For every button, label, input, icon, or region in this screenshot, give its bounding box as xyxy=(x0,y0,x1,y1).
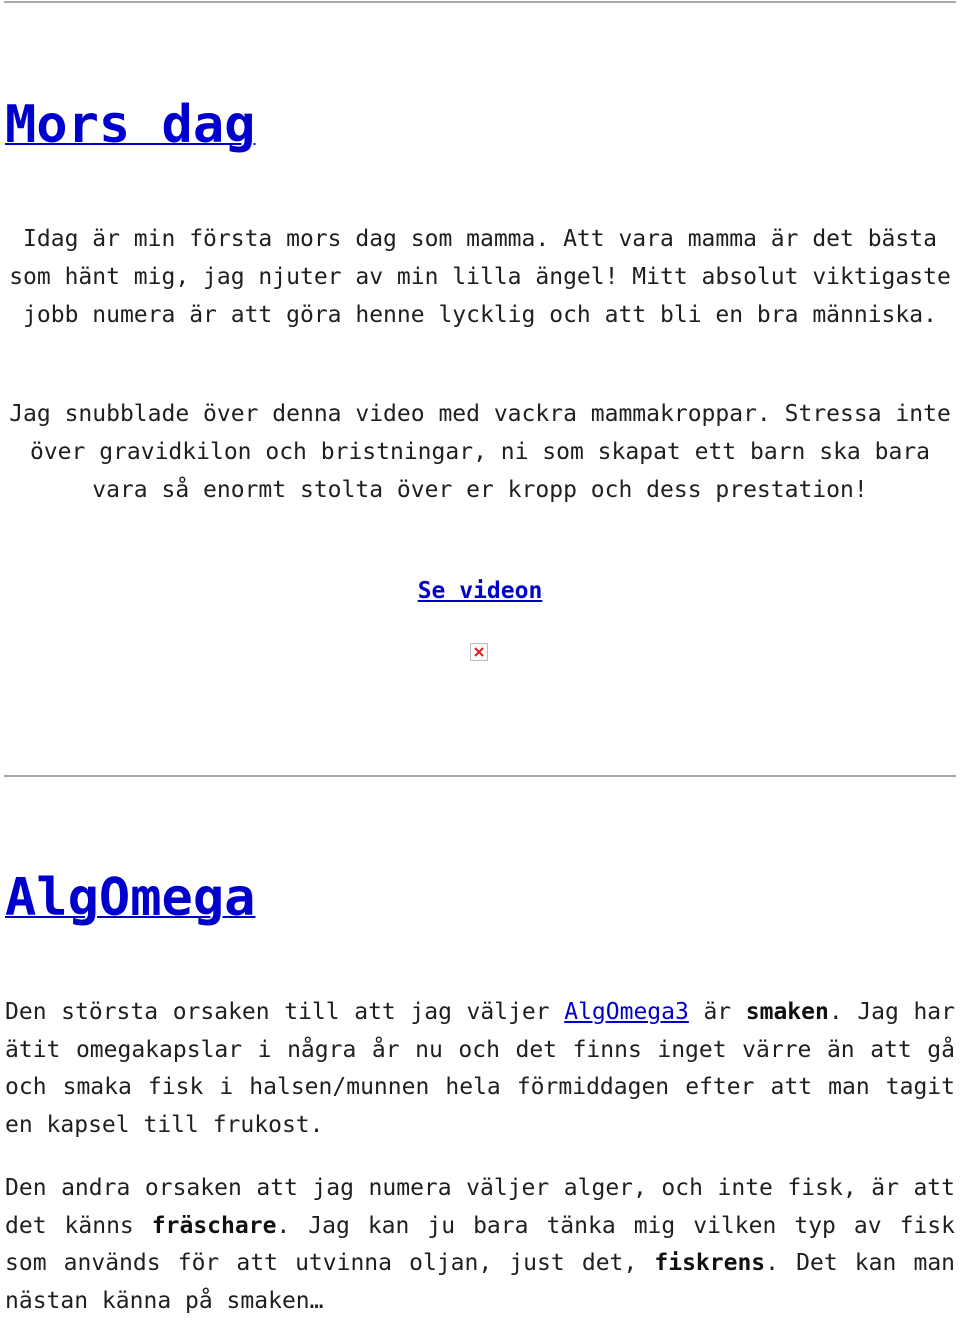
top-divider xyxy=(4,1,956,3)
bold-text: fiskrens xyxy=(654,1250,766,1277)
post-paragraph-freshness xyxy=(5,1170,955,1320)
algomega3-link[interactable]: AlgOmega3 xyxy=(564,999,689,1025)
post-title-link[interactable]: Mors dag xyxy=(5,95,256,155)
post-paragraph-taste xyxy=(5,994,955,1144)
video-link-wrapper xyxy=(0,572,960,610)
bold-text: smaken xyxy=(745,999,829,1025)
bold-text: fräschare xyxy=(151,1212,277,1239)
text: . Det kan man nästan känna på smaken… xyxy=(5,1250,956,1314)
text: är xyxy=(688,999,746,1025)
text: Den största orsaken till att jag väljer xyxy=(5,999,565,1025)
text: . Jag kan ju bara tänka mig vilken typ av fisk som används för att utvinna oljan, just det, xyxy=(5,1212,955,1277)
broken-image-icon xyxy=(470,643,488,661)
post-title-algomega xyxy=(5,868,255,928)
post-divider xyxy=(4,775,956,777)
post-title-link[interactable]: AlgOmega xyxy=(5,868,256,928)
post-paragraph-video: Jag snubblade över denna video med vackra mammakroppar. Stressa inte över gravidkilon och bristningar, ni som skapat ett barn ska bara vara så enormt stolta över er kropp och dess prestation! xyxy=(9,401,951,503)
post-paragraph-intro: Idag är min första mors dag som mamma. Att vara mamma är det bästa som hänt mig, jag njuter av min lilla ängel! Mitt absolut viktigaste jobb numera är att göra henne lycklig och att bli en bra människa. xyxy=(9,226,951,328)
text: . Jag har ätit omegakapslar i några år nu och det finns inget värre än att gå och smaka fisk i halsen/munnen hela förmiddagen efter att man tagit en kapsel till frukost. xyxy=(5,999,956,1138)
see-video-link[interactable]: Se videon xyxy=(417,578,543,604)
text: Den andra orsaken att jag numera väljer alger, och inte fisk, är att det känns xyxy=(5,1175,955,1239)
post-title-mors-dag xyxy=(5,95,255,155)
